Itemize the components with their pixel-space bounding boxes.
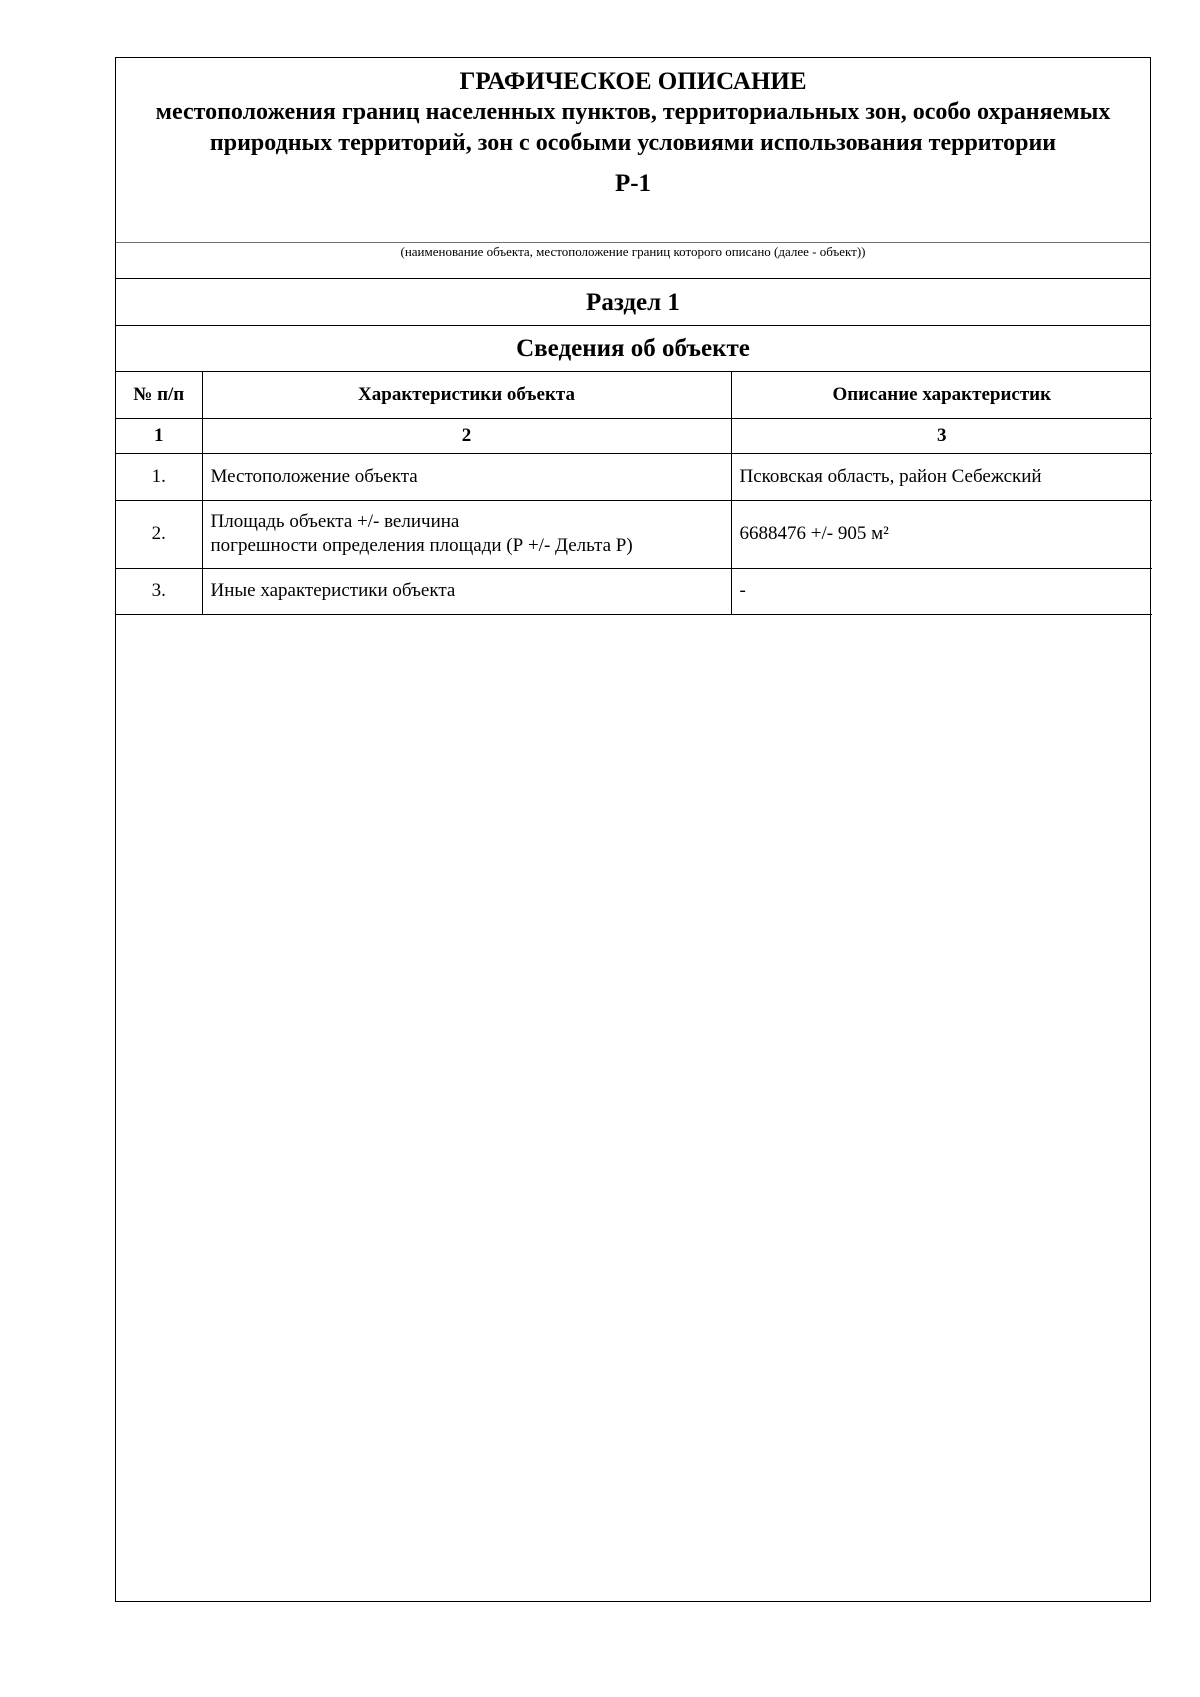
document-header <box>116 58 1150 243</box>
object-caption: (наименование объекта, местоположение границ которого описано (далее - объект)) <box>116 243 1150 279</box>
table-row <box>116 453 1152 500</box>
table-header-row <box>116 372 1152 418</box>
document-subtitle: местоположения границ населенных пунктов, территориальных зон, особо охраняемых природных территорий, зон с особыми условиями использования территории <box>155 99 1111 156</box>
section-label: Раздел 1 <box>116 279 1150 326</box>
column-header-description: Описание характеристик <box>731 372 1152 418</box>
row-number: 1. <box>116 453 202 500</box>
characteristic-text: Иные характеристики объекта <box>210 580 456 601</box>
object-code: Р-1 <box>614 170 652 197</box>
row-description: 6688476 +/- 905 м² <box>731 500 1152 568</box>
characteristic-text: погрешности определения площади (Р +/- Дельта Р) <box>210 535 633 556</box>
characteristic-text: Местоположение объекта <box>210 465 418 487</box>
row-description: Псковская область, район Себежский <box>731 453 1152 500</box>
column-number-row <box>116 418 1152 453</box>
row-description: - <box>731 568 1152 614</box>
column-header-characteristic: Характеристики объекта <box>202 372 731 418</box>
section-title: Сведения об объекте <box>116 326 1150 372</box>
column-header-number: № п/п <box>116 372 202 418</box>
row-characteristic <box>202 453 731 500</box>
table-row <box>116 568 1152 614</box>
row-characteristic <box>202 500 731 568</box>
table-row <box>116 500 1152 568</box>
characteristic-text: Площадь объекта +/- величина <box>210 511 460 532</box>
document-frame <box>115 57 1151 1602</box>
object-info-table <box>116 372 1152 615</box>
row-number: 3. <box>116 568 202 614</box>
row-characteristic <box>202 568 731 614</box>
column-number: 2 <box>202 418 731 453</box>
column-number: 1 <box>116 418 202 453</box>
row-number: 2. <box>116 500 202 568</box>
column-number: 3 <box>731 418 1152 453</box>
document-title: ГРАФИЧЕСКОЕ ОПИСАНИЕ <box>459 68 807 95</box>
